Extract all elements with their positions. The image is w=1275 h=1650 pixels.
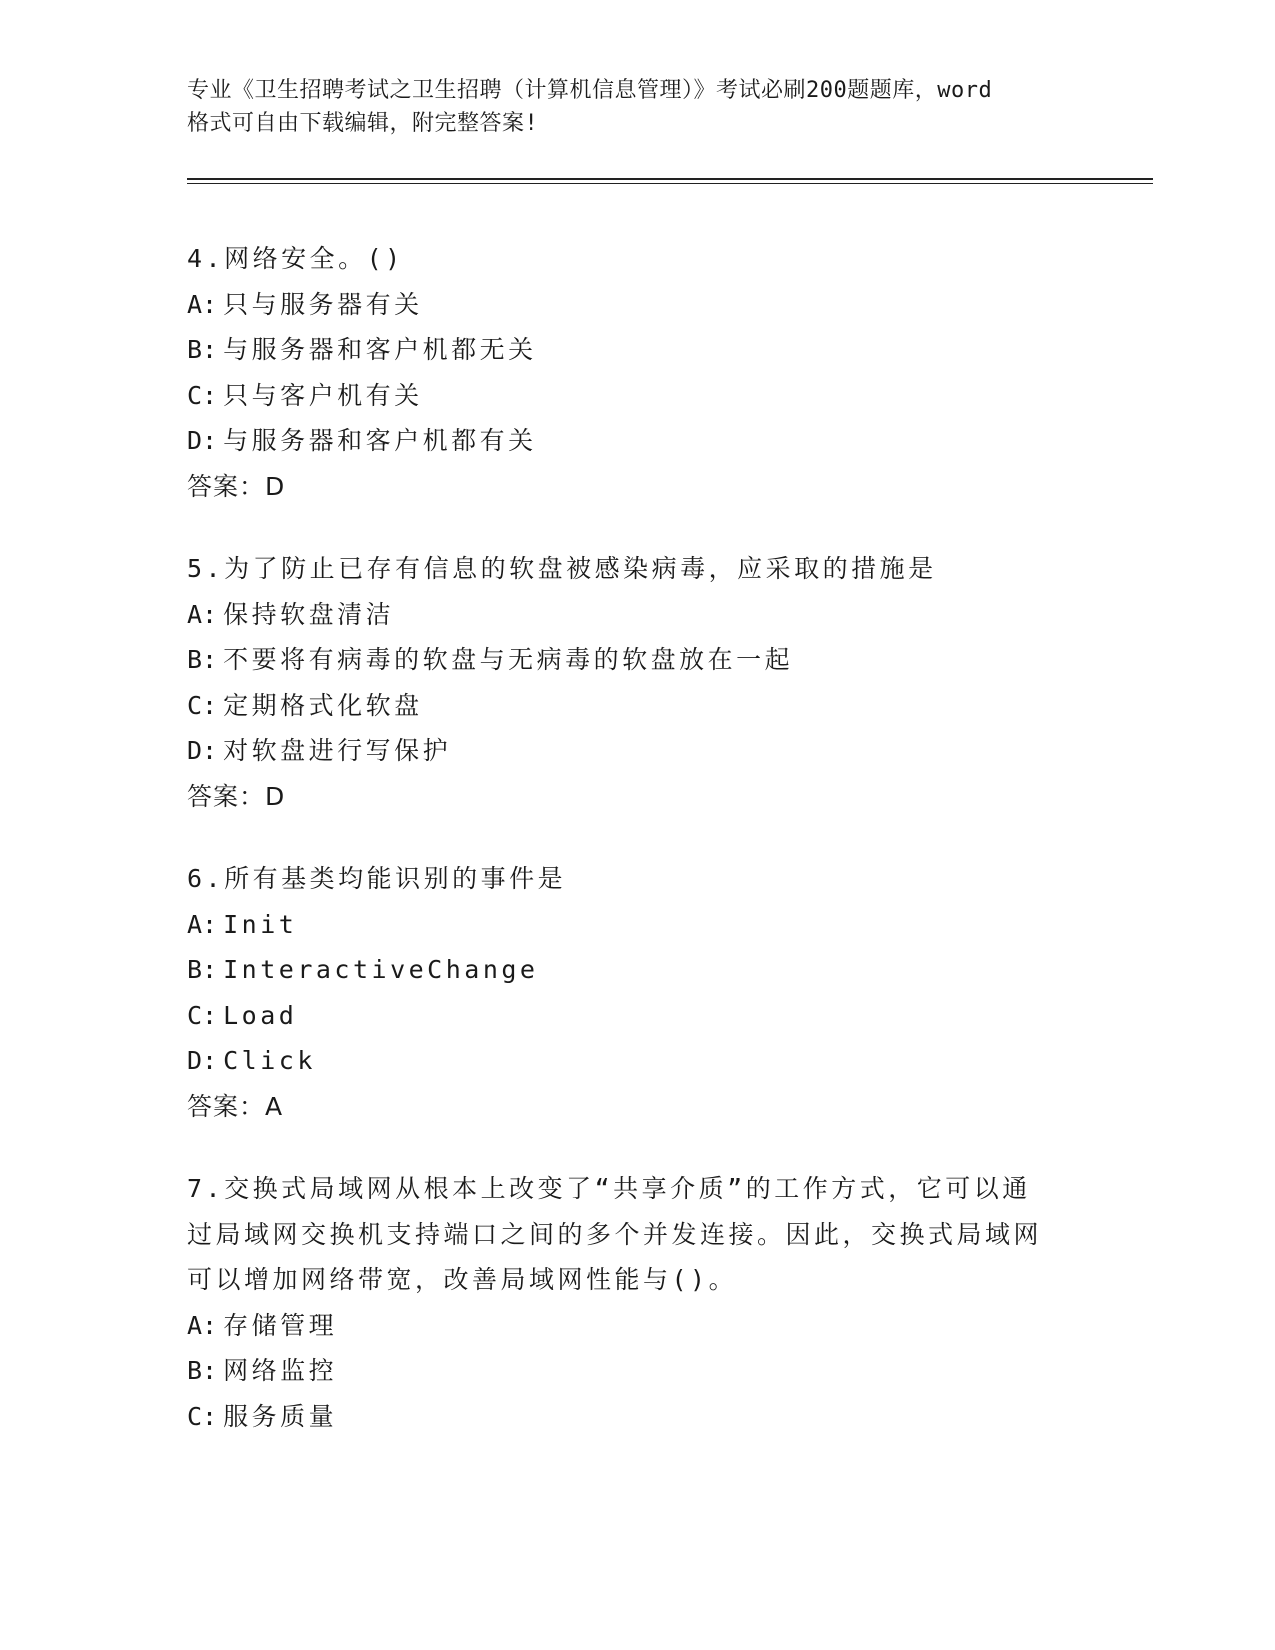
option-text: 只与服务器有关 — [223, 289, 423, 319]
option-key: B: — [187, 335, 218, 364]
answer-line: 答案：D — [187, 781, 286, 811]
option-text: 存储管理 — [223, 1310, 338, 1340]
option-d — [187, 728, 1087, 774]
option-text: 对软盘进行写保护 — [223, 736, 452, 765]
option-c — [187, 1394, 1087, 1440]
option-text: 只与客户机有关 — [223, 380, 423, 410]
header-divider-thick — [187, 178, 1153, 180]
option-a — [187, 1303, 1087, 1349]
option-a — [187, 902, 1087, 948]
option-key: D: — [187, 426, 218, 455]
answer-line: 答案：D — [187, 471, 286, 501]
option-b — [187, 637, 1087, 683]
option-c — [187, 373, 1087, 419]
option-text: 与服务器和客户机都无关 — [223, 335, 537, 364]
question-stem-line-2: 过局域网交换机支持端口之间的多个并发连接。因此，交换式局域网 — [187, 1219, 1043, 1249]
option-key: A: — [187, 289, 218, 319]
question-stem: 5.为了防止已存有信息的软盘被感染病毒，应采取的措施是 — [187, 554, 937, 583]
option-a — [187, 282, 1087, 328]
option-b — [187, 327, 1087, 373]
option-text: 定期格式化软盘 — [223, 690, 423, 720]
option-key: D: — [187, 736, 218, 765]
question-stem: 6.所有基类均能识别的事件是 — [187, 864, 567, 893]
option-d — [187, 418, 1087, 464]
question-stem-line-1: 7.交换式局域网从根本上改变了“共享介质”的工作方式，它可以通 — [187, 1174, 1031, 1203]
option-b — [187, 1348, 1087, 1394]
option-b — [187, 947, 1087, 993]
option-key: A: — [187, 909, 218, 939]
option-key: B: — [187, 955, 218, 984]
question-item — [187, 856, 1087, 1129]
question-item — [187, 236, 1087, 509]
document-header — [187, 74, 1097, 140]
option-text: 保持软盘清洁 — [223, 599, 395, 629]
option-text: Init — [223, 909, 298, 939]
option-key: B: — [187, 645, 218, 674]
option-text: Click — [223, 1046, 316, 1075]
option-key: C: — [187, 1401, 218, 1431]
header-line-2: 格式可自由下载编辑，附完整答案! — [187, 111, 539, 136]
option-text: 服务质量 — [223, 1401, 338, 1431]
question-item — [187, 546, 1087, 819]
header-divider-thin — [187, 183, 1153, 184]
option-key: B: — [187, 1356, 218, 1385]
option-a — [187, 592, 1087, 638]
option-text: 不要将有病毒的软盘与无病毒的软盘放在一起 — [223, 645, 794, 674]
question-stem-line-3: 可以增加网络带宽，改善局域网性能与()。 — [187, 1265, 738, 1294]
question-list — [187, 236, 1087, 1476]
option-c — [187, 993, 1087, 1039]
option-c — [187, 683, 1087, 729]
option-key: D: — [187, 1046, 218, 1075]
option-d — [187, 1038, 1087, 1084]
option-key: A: — [187, 1310, 218, 1340]
answer-line: 答案：A — [187, 1091, 284, 1121]
header-line-1: 专业《卫生招聘考试之卫生招聘（计算机信息管理）》考试必刷200题题库，word — [187, 78, 993, 103]
option-key: C: — [187, 1000, 218, 1030]
question-stem: 4.网络安全。() — [187, 244, 404, 273]
question-item — [187, 1166, 1087, 1439]
option-text: 与服务器和客户机都有关 — [223, 426, 537, 455]
option-text: Load — [223, 1000, 298, 1030]
option-key: C: — [187, 690, 218, 720]
option-key: C: — [187, 380, 218, 410]
option-text: InteractiveChange — [223, 955, 539, 984]
option-text: 网络监控 — [223, 1356, 338, 1385]
option-key: A: — [187, 599, 218, 629]
